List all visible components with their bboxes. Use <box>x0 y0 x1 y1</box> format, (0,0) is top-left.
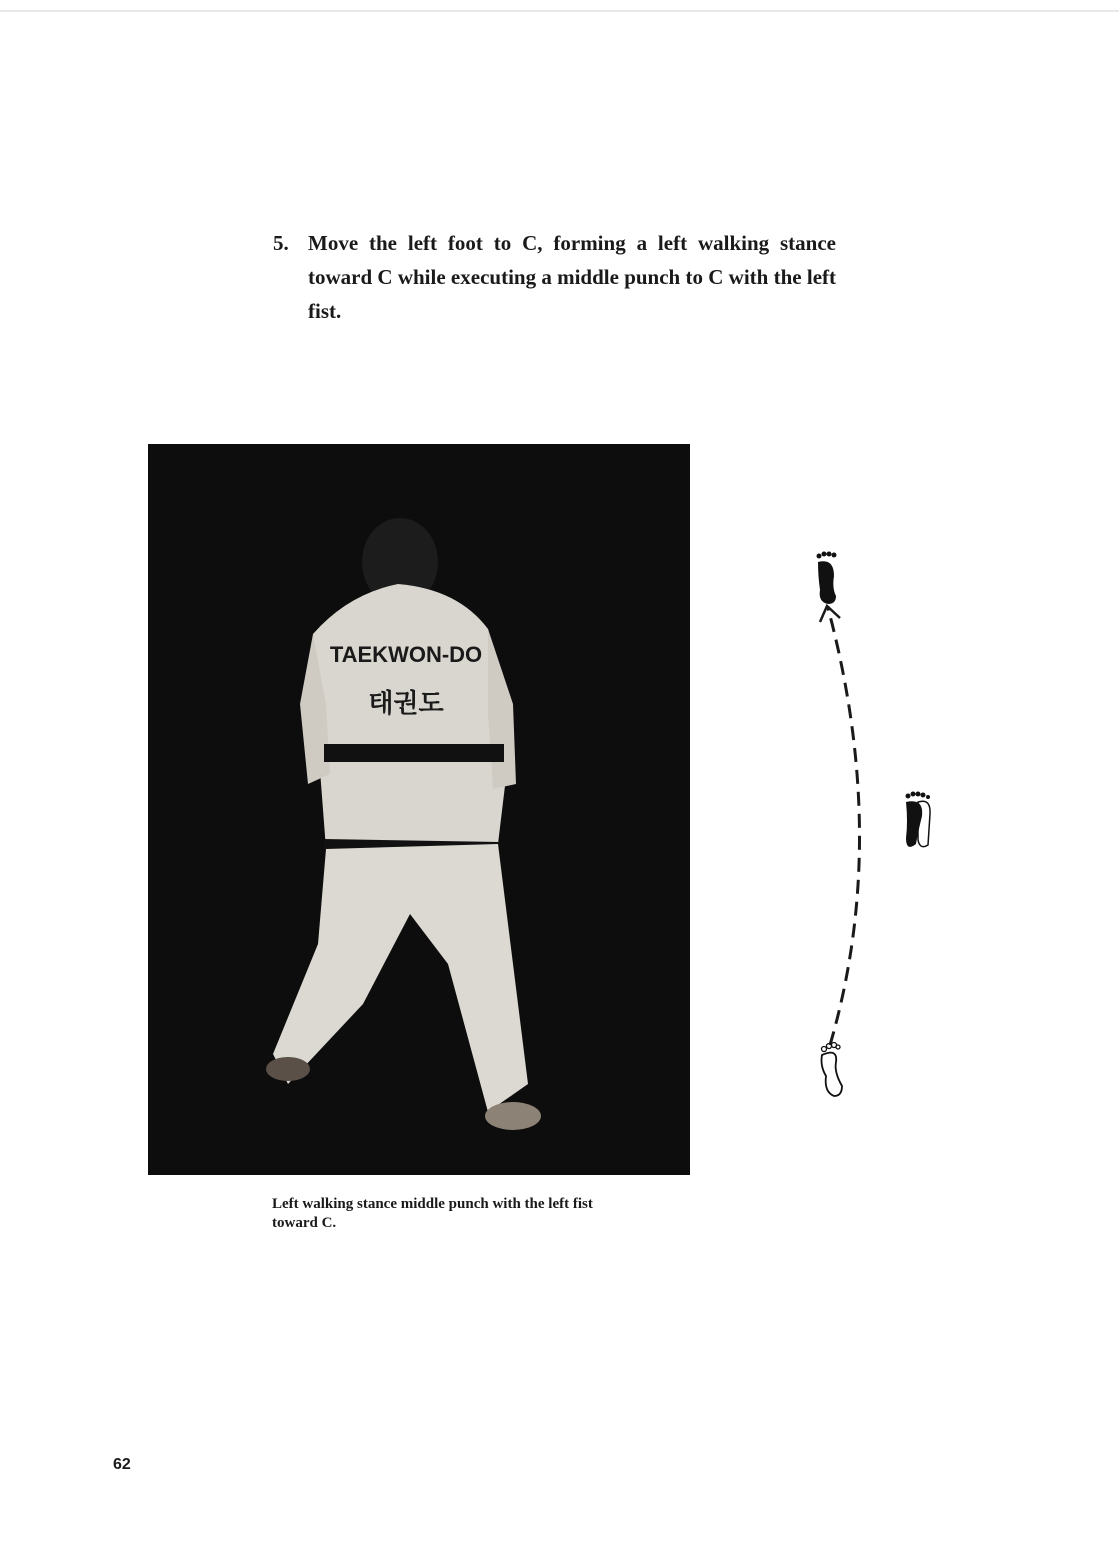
back-text-korean: 태권도 <box>368 689 444 719</box>
footprint-filled-icon <box>817 552 837 605</box>
photo-caption: Left walking stance middle punch with the left fist toward C. <box>272 1196 593 1231</box>
step-number: 5. <box>273 231 289 255</box>
scan-edge-line <box>0 10 1119 12</box>
step-instruction <box>273 226 836 328</box>
back-text-latin: TAEKWON-DO <box>329 642 483 667</box>
step-text: Move the left foot to C, forming a left walking stance toward C while executing a middle punch to C with the left fist. <box>308 231 836 323</box>
page-number: 62 <box>113 1456 131 1473</box>
footprint-pair-icon <box>906 792 931 847</box>
martial-artist-figure <box>148 444 690 1175</box>
footwork-diagram <box>790 540 960 1100</box>
dashed-arc-arrow-icon <box>820 606 860 1045</box>
footprint-outline-icon <box>822 1043 843 1097</box>
stance-photo <box>148 444 690 1175</box>
